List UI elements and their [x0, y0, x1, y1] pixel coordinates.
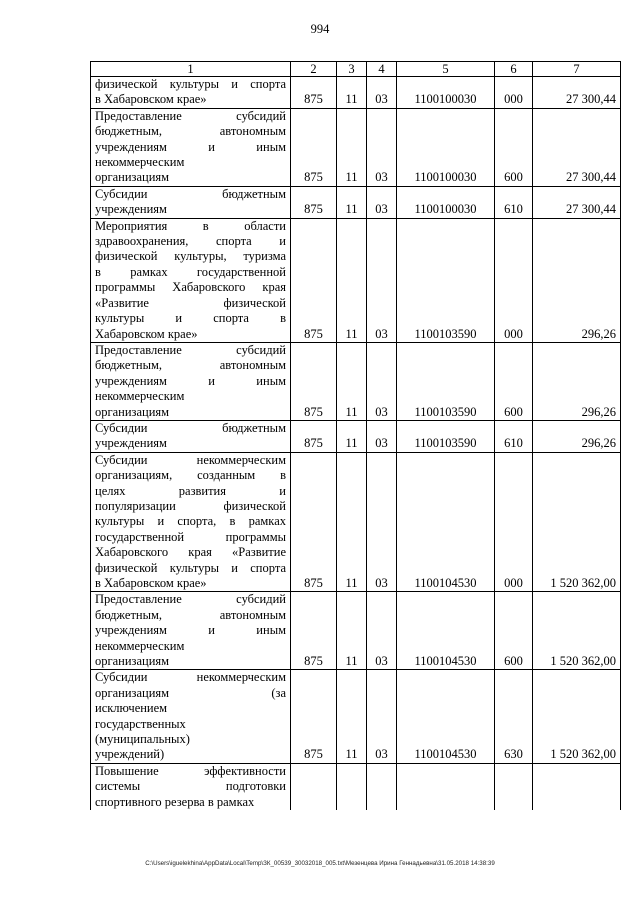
description-line: в Хабаровском крае»: [95, 576, 207, 590]
section-code: 11: [337, 77, 367, 109]
grbs-code: 875: [291, 452, 337, 592]
grbs-code: 875: [291, 342, 337, 420]
target-article-code: 1100104530: [397, 670, 495, 763]
description-line: организациям: [95, 404, 170, 419]
description-line: Мероприятия в области: [95, 218, 286, 233]
description-line: учреждений): [95, 747, 165, 762]
expense-type-code: 600: [495, 342, 533, 420]
amount: 296,26: [533, 342, 621, 420]
target-article-code: 1100103590: [397, 342, 495, 420]
amount: 1 520 362,00: [533, 670, 621, 763]
target-article-code: 1100103590: [397, 218, 495, 342]
table-row: [91, 592, 621, 670]
grbs-code: [291, 763, 337, 810]
description-line: бюджетным, автономным: [95, 358, 286, 373]
column-header: 5: [397, 62, 495, 77]
description-line: Субсидии бюджетным: [95, 420, 286, 435]
target-article-code: 1100103590: [397, 420, 495, 452]
subsection-code: 03: [367, 186, 397, 218]
description-line: культуры и спорта в: [95, 311, 286, 326]
description-line: некоммерческим: [95, 638, 185, 653]
grbs-code: 875: [291, 670, 337, 763]
table-row: [91, 763, 621, 810]
row-description: [91, 670, 291, 763]
section-code: 11: [337, 218, 367, 342]
section-code: 11: [337, 420, 367, 452]
row-description: [91, 77, 291, 109]
row-description: [91, 452, 291, 592]
row-description: [91, 186, 291, 218]
description-line: организациям: [95, 654, 170, 669]
target-article-code: 1100104530: [397, 452, 495, 592]
subsection-code: 03: [367, 218, 397, 342]
amount: 27 300,44: [533, 77, 621, 109]
description-line: (муниципальных): [95, 732, 190, 747]
target-article-code: 1100100030: [397, 186, 495, 218]
section-code: 11: [337, 670, 367, 763]
description-line: учреждениям и иным: [95, 623, 286, 638]
page-number: 994: [310, 22, 330, 36]
expense-type-code: 600: [495, 592, 533, 670]
subsection-code: 03: [367, 592, 397, 670]
target-article-code: 1100100030: [397, 77, 495, 109]
expense-type-code: 600: [495, 108, 533, 186]
description-line: учреждениям: [95, 436, 167, 451]
description-line: здравоохранения, спорта и: [95, 234, 286, 249]
column-header: 7: [533, 62, 621, 77]
description-line: культуры и спорта, в рамках: [95, 514, 286, 529]
column-header: 6: [495, 62, 533, 77]
description-line: учреждениям и иным: [95, 373, 286, 388]
table-row: [91, 420, 621, 452]
subsection-code: 03: [367, 77, 397, 109]
subsection-code: 03: [367, 670, 397, 763]
description-line: Предоставление субсидий: [95, 592, 286, 607]
grbs-code: 875: [291, 77, 337, 109]
section-code: 11: [337, 452, 367, 592]
subsection-code: 03: [367, 108, 397, 186]
row-description: [91, 763, 291, 810]
description-line: в рамках государственной: [95, 264, 286, 279]
description-line: государственных: [95, 716, 186, 731]
description-line: популяризации физической: [95, 498, 286, 513]
description-line: Хабаровского края «Развитие: [95, 545, 286, 560]
row-description: [91, 420, 291, 452]
amount: 1 520 362,00: [533, 452, 621, 592]
expense-type-code: 630: [495, 670, 533, 763]
header-row: [91, 62, 621, 77]
budget-table: [90, 61, 621, 810]
amount: 27 300,44: [533, 186, 621, 218]
table-row: [91, 77, 621, 109]
table-row: [91, 342, 621, 420]
grbs-code: 875: [291, 218, 337, 342]
expense-type-code: 000: [495, 218, 533, 342]
table-row: [91, 670, 621, 763]
description-line: бюджетным, автономным: [95, 607, 286, 622]
description-line: Субсидии бюджетным: [95, 186, 286, 201]
description-line: физической культуры и спорта: [95, 560, 286, 575]
amount: 1 520 362,00: [533, 592, 621, 670]
description-line: некоммерческим: [95, 389, 185, 404]
amount: 27 300,44: [533, 108, 621, 186]
row-description: [91, 592, 291, 670]
column-header: 2: [291, 62, 337, 77]
expense-type-code: 000: [495, 452, 533, 592]
description-line: целях развития и: [95, 483, 286, 498]
description-line: физической культуры, туризма: [95, 249, 286, 264]
column-header: 4: [367, 62, 397, 77]
row-description: [91, 108, 291, 186]
description-line: спортивного резерва в рамках: [95, 794, 255, 809]
subsection-code: 03: [367, 452, 397, 592]
description-line: учреждениям: [95, 202, 167, 217]
footer-path: C:\Users\iguelekhina\AppData\Local\Temp\ЗК_00539_30032018_005.txt\Мезенцева Ирина Геннадьевна\31.05.2018 14:38:39: [145, 860, 495, 867]
target-article-code: 1100104530: [397, 592, 495, 670]
row-description: [91, 218, 291, 342]
section-code: 11: [337, 186, 367, 218]
grbs-code: 875: [291, 420, 337, 452]
description-line: «Развитие физической: [95, 295, 286, 310]
section-code: 11: [337, 592, 367, 670]
section-code: [337, 763, 367, 810]
description-line: некоммерческим: [95, 155, 185, 170]
row-description: [91, 342, 291, 420]
subsection-code: 03: [367, 420, 397, 452]
description-line: государственной программы: [95, 529, 286, 544]
section-code: 11: [337, 342, 367, 420]
expense-type-code: 610: [495, 186, 533, 218]
column-header: 1: [91, 62, 291, 77]
subsection-code: [367, 763, 397, 810]
description-line: физической культуры и спорта: [95, 77, 286, 91]
target-article-code: [397, 763, 495, 810]
description-line: Предоставление субсидий: [95, 342, 286, 357]
section-code: 11: [337, 108, 367, 186]
table-row: [91, 186, 621, 218]
description-line: Хабаровском крае»: [95, 326, 198, 341]
target-article-code: 1100100030: [397, 108, 495, 186]
expense-type-code: [495, 763, 533, 810]
column-header: 3: [337, 62, 367, 77]
description-line: организациям, созданным в: [95, 468, 286, 483]
description-line: организациям: [95, 170, 170, 185]
description-line: программы Хабаровского края: [95, 280, 286, 295]
description-line: учреждениям и иным: [95, 139, 286, 154]
description-line: бюджетным, автономным: [95, 124, 286, 139]
description-line: Повышение эффективности: [95, 763, 286, 778]
grbs-code: 875: [291, 592, 337, 670]
table-row: [91, 218, 621, 342]
grbs-code: 875: [291, 186, 337, 218]
description-line: организациям (за: [95, 685, 286, 700]
description-line: исключением: [95, 701, 168, 716]
table-row: [91, 452, 621, 592]
expense-type-code: 610: [495, 420, 533, 452]
description-line: системы подготовки: [95, 779, 286, 794]
description-line: в Хабаровском крае»: [95, 92, 207, 107]
table-body: [91, 77, 621, 811]
amount: [533, 763, 621, 810]
amount: 296,26: [533, 218, 621, 342]
description-line: Субсидии некоммерческим: [95, 452, 286, 467]
table-row: [91, 108, 621, 186]
description-line: Предоставление субсидий: [95, 108, 286, 123]
amount: 296,26: [533, 420, 621, 452]
description-line: Субсидии некоммерческим: [95, 670, 286, 685]
subsection-code: 03: [367, 342, 397, 420]
expense-type-code: 000: [495, 77, 533, 109]
grbs-code: 875: [291, 108, 337, 186]
